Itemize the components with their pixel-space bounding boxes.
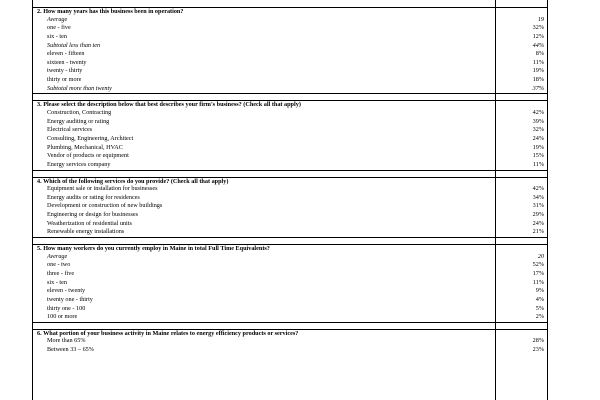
table-row — [33, 118, 547, 127]
row-label: Average — [47, 15, 68, 23]
row-label: Average — [47, 252, 68, 260]
row-label: Renewable energy installations — [47, 228, 125, 236]
table-row — [33, 59, 547, 68]
table-row — [33, 313, 547, 322]
table-row — [33, 126, 547, 135]
question-text: 2. How many years has this business been in operation? — [37, 8, 184, 15]
row-label: Energy auditing or rating — [47, 117, 110, 125]
section-spacer — [33, 322, 547, 329]
table-row — [33, 253, 547, 262]
row-label: Subtotal more than twenty — [47, 84, 112, 92]
row-value: 9% — [535, 287, 544, 295]
top-spacer — [33, 0, 547, 7]
question-text: 5. How many workers do you currently employ in Maine in total Full Time Equivalents? — [37, 245, 270, 253]
table-row — [33, 50, 547, 59]
table-row — [33, 33, 547, 42]
row-label: one - two — [47, 261, 71, 269]
question-row — [33, 7, 547, 16]
row-value: 29% — [532, 211, 544, 219]
row-value: 5% — [535, 304, 544, 312]
row-value: 23% — [532, 346, 544, 354]
row-label: Consulting, Engineering, Architect — [47, 134, 134, 142]
row-label: eleven - twenty — [47, 287, 86, 295]
row-label: More than 65% — [47, 337, 86, 345]
row-value: 34% — [532, 193, 544, 201]
row-value: 37% — [532, 84, 544, 92]
table-row — [33, 194, 547, 203]
row-value: 17% — [532, 269, 544, 277]
row-value: 8% — [535, 50, 544, 58]
row-label: eleven - fifteen — [47, 50, 85, 58]
row-label: sixteen - twenty — [47, 58, 87, 66]
row-value: 42% — [532, 185, 544, 193]
question-row — [33, 329, 547, 338]
table-row — [33, 270, 547, 279]
question-row — [33, 244, 547, 253]
question-text: 4. Which of the following services do you provide? (Check all that apply) — [37, 177, 229, 185]
table-row — [33, 42, 547, 51]
section-spacer — [33, 237, 547, 244]
table-row — [33, 228, 547, 237]
row-label: Development or construction of new buildings — [47, 202, 163, 210]
question-text: 3. Please select the description below that best describes your firm's business? (Check all that apply) — [37, 101, 301, 109]
row-label: Engineering or design for businesses — [47, 211, 139, 219]
table-row — [33, 305, 547, 314]
table-row — [33, 185, 547, 194]
row-value: 24% — [532, 134, 544, 142]
row-label: Weatherization of residential units — [47, 219, 132, 227]
row-value: 11% — [532, 58, 544, 66]
row-value: 19% — [532, 67, 544, 75]
row-label: Equipment sale or installation for businesses — [47, 185, 158, 193]
row-value: 4% — [535, 295, 544, 303]
row-value: 44% — [532, 41, 544, 49]
section-spacer — [33, 170, 547, 177]
section-spacer — [33, 93, 547, 100]
table-row — [33, 144, 547, 153]
row-label: six - ten — [47, 32, 67, 40]
row-label: Energy audits or rating for residences — [47, 193, 140, 201]
table-row — [33, 67, 547, 76]
row-label: twenty - thirty — [47, 67, 83, 75]
table-row — [33, 135, 547, 144]
row-label: thirty one - 100 — [47, 304, 86, 312]
question-row — [33, 100, 547, 109]
row-value: 18% — [532, 76, 544, 84]
row-label: twenty one - thirty — [47, 295, 93, 303]
question-text: 6. What portion of your business activity in Maine relates to energy efficiency products or services? — [37, 329, 299, 337]
table-row — [33, 152, 547, 161]
row-value: 31% — [532, 202, 544, 210]
survey-results-table — [32, 0, 548, 400]
row-value: 2% — [535, 313, 544, 321]
table-row — [33, 202, 547, 211]
row-label: Subtotal less than ten — [47, 41, 101, 49]
row-value: 39% — [532, 117, 544, 125]
row-label: 100 or more — [47, 313, 78, 321]
row-label: thirty or more — [47, 76, 82, 84]
row-value: 11% — [532, 278, 544, 286]
table-row — [33, 337, 547, 346]
table-row — [33, 287, 547, 296]
table-row — [33, 261, 547, 270]
row-label: Vendor of products or equipment — [47, 152, 129, 160]
row-label: Electrical services — [47, 126, 93, 134]
row-value: 19 — [537, 15, 544, 23]
row-value: 24% — [532, 219, 544, 227]
table-row — [33, 346, 547, 355]
row-value: 12% — [532, 32, 544, 40]
row-label: Between 33 – 65% — [47, 346, 94, 354]
row-label: Construction, Contracting — [47, 109, 112, 117]
table-row — [33, 24, 547, 33]
row-value: 20 — [537, 252, 544, 260]
table-row — [33, 161, 547, 170]
row-value: 52% — [532, 261, 544, 269]
row-label: six - ten — [47, 278, 67, 286]
row-value: 19% — [532, 143, 544, 151]
row-label: Plumbing, Mechanical, HVAC — [47, 143, 123, 151]
row-value: 28% — [532, 337, 544, 345]
table-row — [33, 220, 547, 229]
row-value: 11% — [532, 160, 544, 168]
row-label: Energy services company — [47, 160, 111, 168]
row-value: 21% — [532, 228, 544, 236]
row-label: one - five — [47, 24, 71, 32]
table-row — [33, 76, 547, 85]
row-value: 32% — [532, 24, 544, 32]
table-row — [33, 85, 547, 94]
row-value: 32% — [532, 126, 544, 134]
table-row — [33, 211, 547, 220]
table-row — [33, 109, 547, 118]
row-value: 15% — [532, 152, 544, 160]
table-body — [33, 7, 547, 355]
row-label: three - five — [47, 269, 75, 277]
table-row — [33, 16, 547, 25]
question-row — [33, 177, 547, 186]
table-row — [33, 296, 547, 305]
row-value: 42% — [532, 109, 544, 117]
table-row — [33, 279, 547, 288]
